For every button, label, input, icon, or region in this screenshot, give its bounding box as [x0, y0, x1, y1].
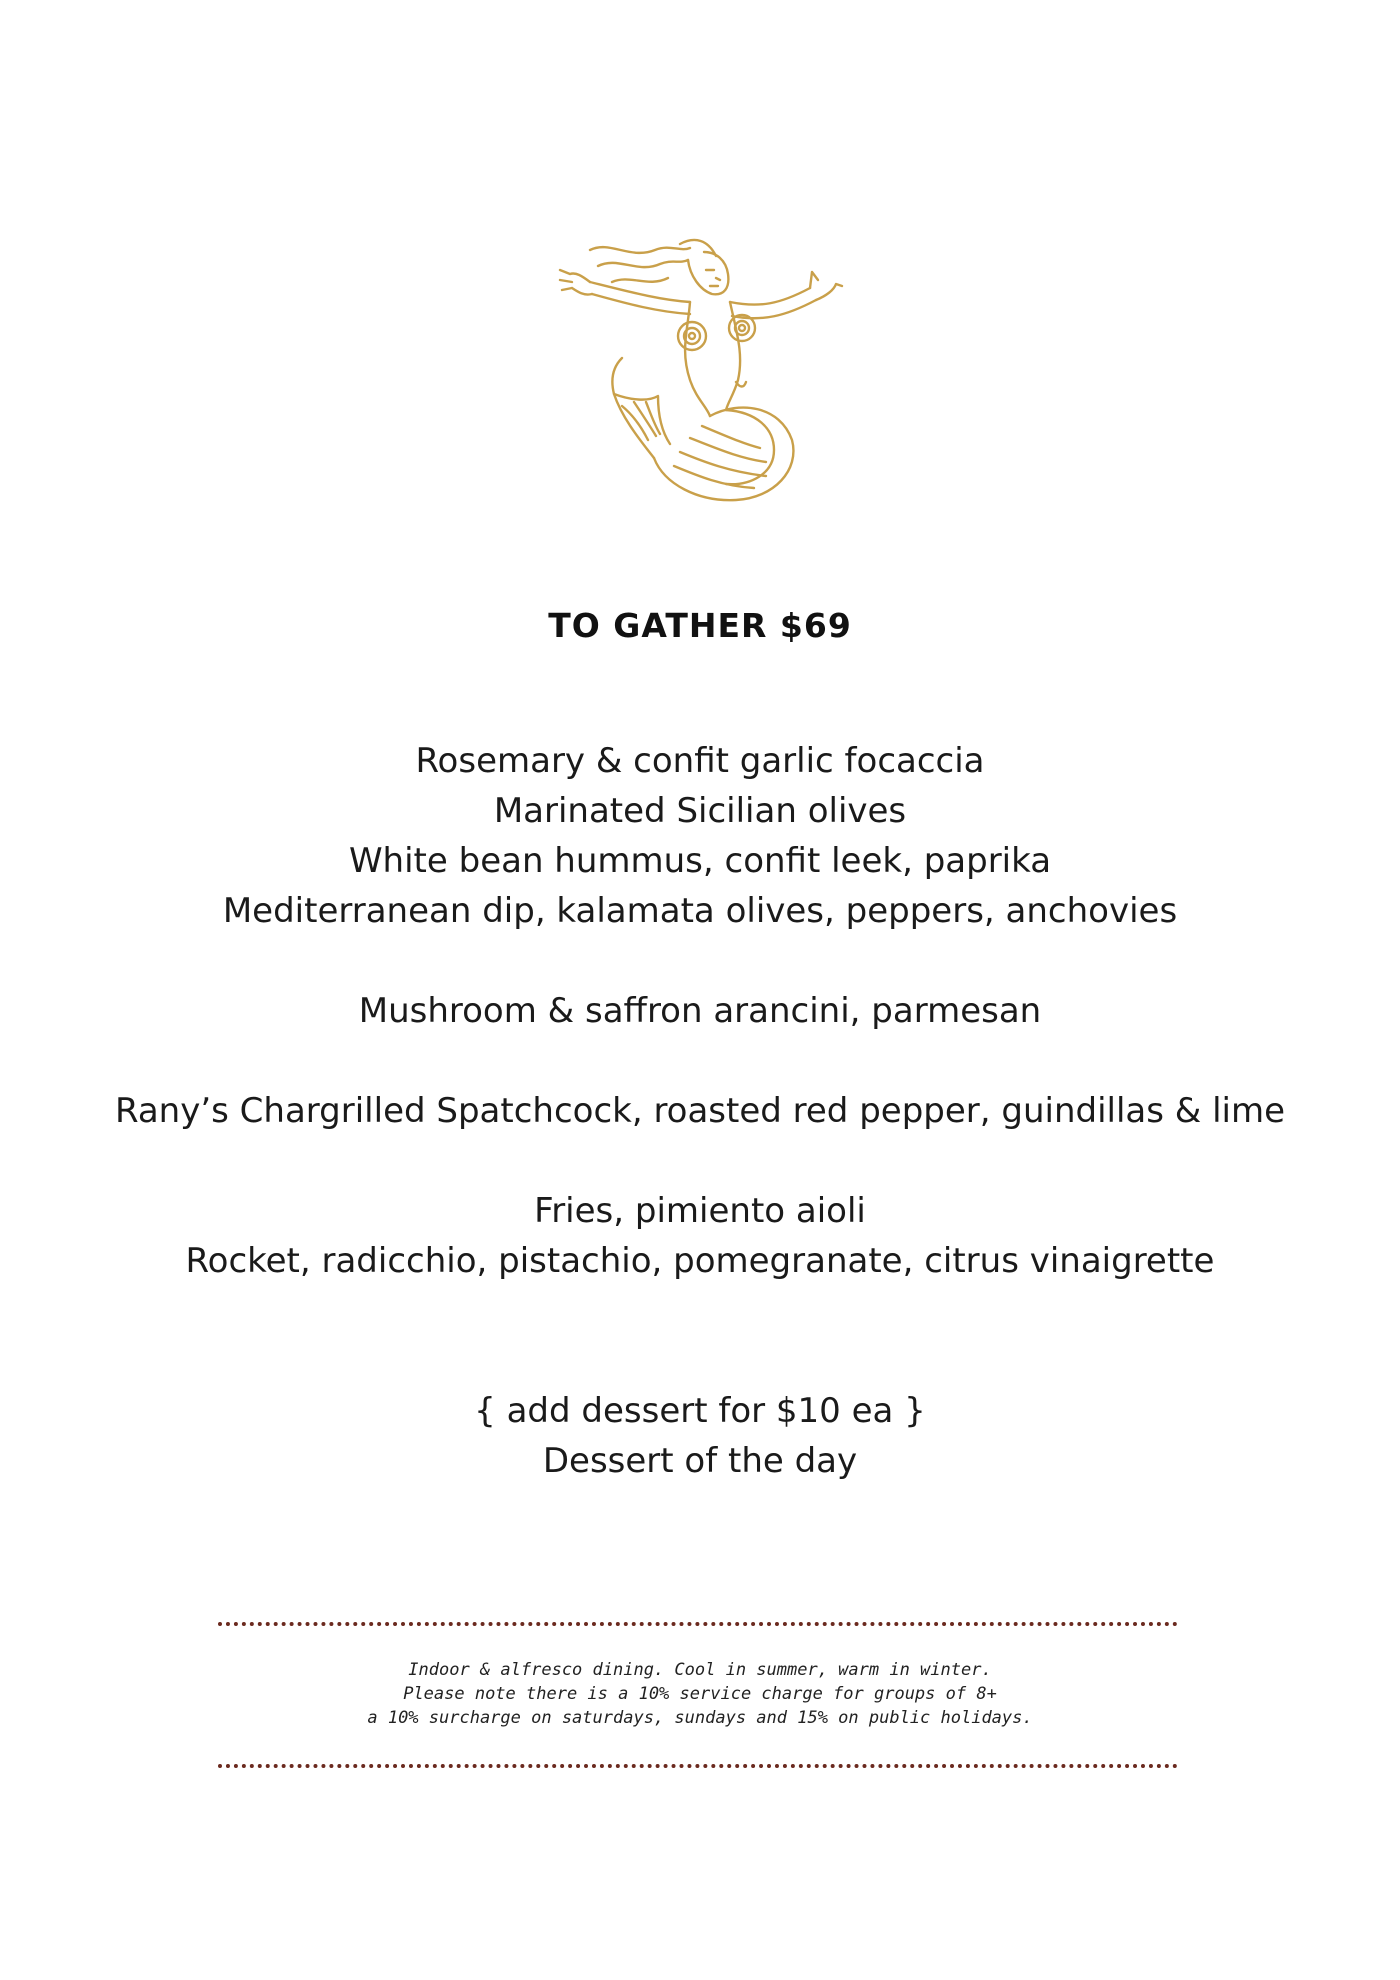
- menu-item: Mushroom & saffron arancini, parmesan: [358, 991, 1042, 1031]
- footer-note: Please note there is a 10% service charge for groups of 8+: [403, 1684, 997, 1704]
- menu-item: Fries, pimiento aioli: [534, 1191, 866, 1231]
- starters-group: [0, 736, 1400, 936]
- menu-item: Rocket, radicchio, pistachio, pomegranate, citrus vinaigrette: [185, 1241, 1215, 1281]
- dotted-divider: [218, 1622, 1178, 1630]
- small-plates-group: [0, 986, 1400, 1036]
- menu-item: White bean hummus, confit leek, paprika: [348, 841, 1052, 881]
- menu-item: Marinated Sicilian olives: [493, 791, 907, 831]
- menu-item: Rany’s Chargrilled Spatchcock, roasted red pepper, guindillas & lime: [114, 1091, 1286, 1131]
- footer-notes: [0, 1658, 1400, 1730]
- sides-group: [0, 1186, 1400, 1286]
- footer-note: Indoor & alfresco dining. Cool in summer, warm in winter.: [408, 1660, 992, 1680]
- menu-item: Mediterranean dip, kalamata olives, peppers, anchovies: [222, 891, 1178, 931]
- mains-group: [0, 1086, 1400, 1136]
- dessert-group: [0, 1386, 1400, 1486]
- menu-items: [0, 736, 1400, 1486]
- dessert-heading: { add dessert for $10 ea }: [474, 1391, 926, 1431]
- menu-item: Dessert of the day: [542, 1441, 858, 1481]
- dotted-divider: [218, 1764, 1178, 1772]
- menu-title: TO GATHER $69: [548, 606, 852, 645]
- mermaid-icon: [530, 230, 875, 520]
- menu-item: Rosemary & confit garlic focaccia: [415, 741, 985, 781]
- footer-note: a 10% surcharge on saturdays, sundays and 15% on public holidays.: [367, 1708, 1033, 1728]
